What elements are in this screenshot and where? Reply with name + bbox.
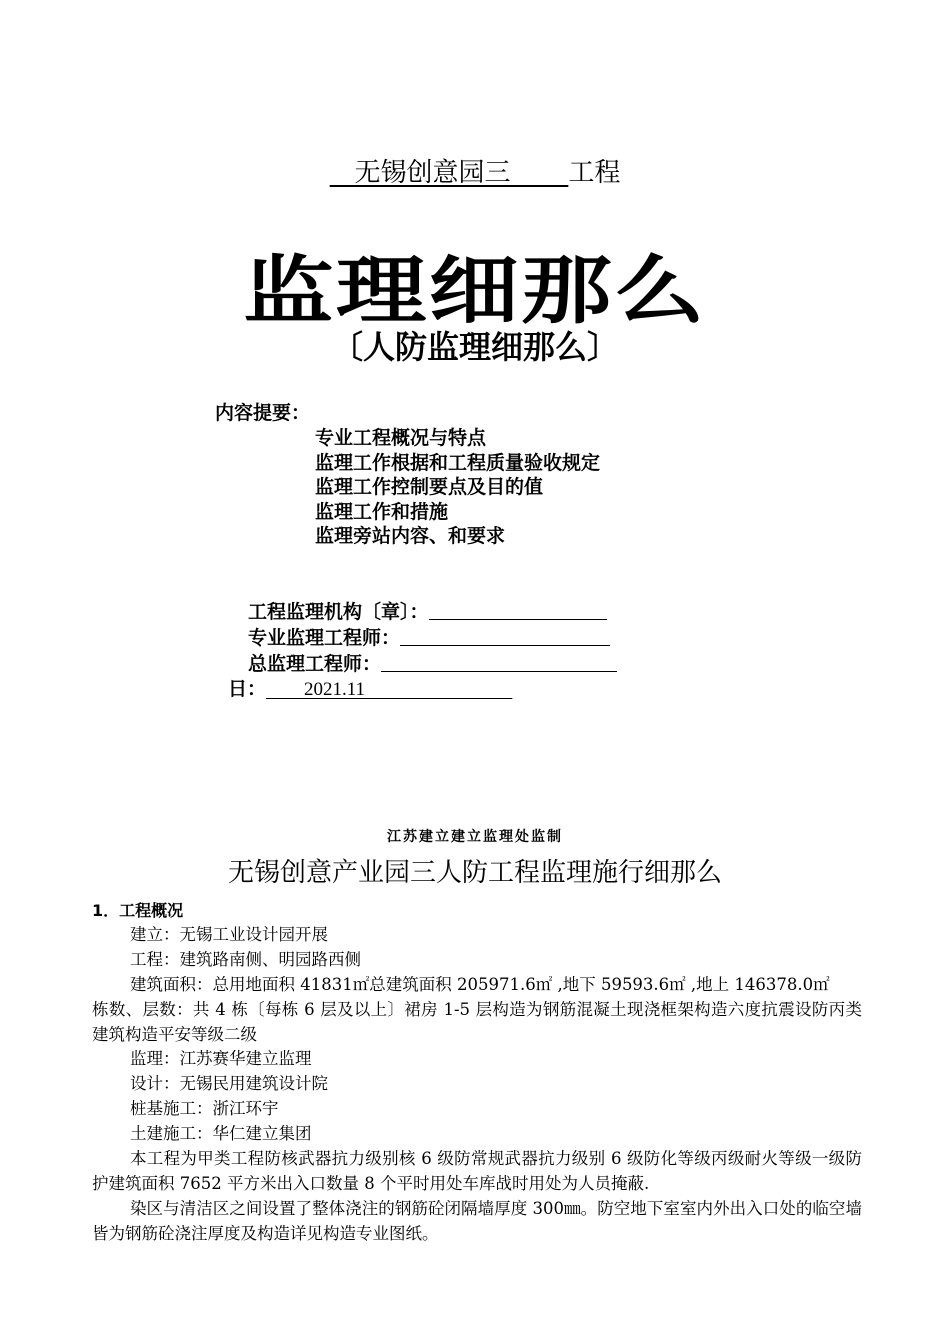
org-signature-line xyxy=(429,599,607,620)
floors-paragraph: 栋数、层数：共 4 栋〔每栋 6 层及以上〕裙房 1-5 层构造为钢筋混凝土现浇框架构造六度抗震设防丙类建筑构造平安等级二级 xyxy=(92,1000,862,1044)
document-title: 无锡创意产业园三人防工程监理施行细那么 xyxy=(227,858,722,888)
section-heading: 1．工程概况 xyxy=(92,901,184,920)
wall-paragraph: 染区与清洁区之间设置了整体浇注的钢筋砼闭隔墙厚度 300㎜。防空地下室室内外出入口处的临空墙皆为钢筋砼浇注厚度及构造详见构造专业图纸。 xyxy=(92,1199,862,1243)
summary-item: 监理工作控制要点及目的值 xyxy=(315,476,544,498)
project-suffix: 工程 xyxy=(568,158,621,188)
summary-item: 监理旁站内容、和要求 xyxy=(315,525,506,547)
civil-contractor-line: 土建施工：华仁建立集团 xyxy=(130,1124,312,1143)
project-name: 无锡创意园三 xyxy=(354,158,511,188)
engineer-signature-label: 专业监理工程师： xyxy=(248,627,401,649)
summary-label: 内容提要： xyxy=(215,402,311,424)
date-label: 日： xyxy=(228,678,267,700)
summary-item: 监理工作根据和工程质量验收规定 xyxy=(315,452,601,474)
summary-item: 监理工作和措施 xyxy=(315,501,449,523)
issuer-line: 江苏建立建立监理处监制 xyxy=(387,829,563,845)
chief-signature-line xyxy=(381,651,617,672)
main-title: 监理细那么 xyxy=(243,248,707,334)
date-row xyxy=(228,674,512,701)
org-signature-label: 工程监理机构〔章〕： xyxy=(248,601,429,623)
pile-contractor-line: 桩基施工：浙江环宇 xyxy=(130,1099,279,1118)
builder-line: 建立：无锡工业设计园开展 xyxy=(130,925,328,944)
summary-item: 专业工程概况与特点 xyxy=(315,427,487,449)
subtitle: 〔人防监理细那么〕 xyxy=(330,328,619,366)
chief-signature-row xyxy=(248,649,617,676)
chief-signature-label: 总监理工程师： xyxy=(248,653,382,675)
engineer-signature-line xyxy=(400,625,610,646)
designer-line: 设计：无锡民用建筑设计院 xyxy=(130,1074,328,1093)
supervisor-line: 监理：江苏赛华建立监理 xyxy=(130,1049,312,1068)
project-name-line xyxy=(0,152,950,189)
protection-paragraph: 本工程为甲类工程防核武器抗力级别核 6 级防常规武器抗力级别 6 级防化等级丙级耐火等级一级防护建筑面积 7652 平方米出入口数量 8 个平时用处车库战时用处为人员掩蔽. xyxy=(92,1149,862,1193)
area-line: 建筑面积：总用地面积 41831㎡总建筑面积 205971.6㎡ ,地下 59593.6㎡ ,地上 146378.0㎡ xyxy=(130,975,830,994)
date-value: 2021.11 xyxy=(304,679,366,700)
org-signature-row xyxy=(248,597,607,624)
project-location-line: 工程：建筑路南侧、明园路西侧 xyxy=(130,950,361,969)
engineer-signature-row xyxy=(248,623,610,650)
